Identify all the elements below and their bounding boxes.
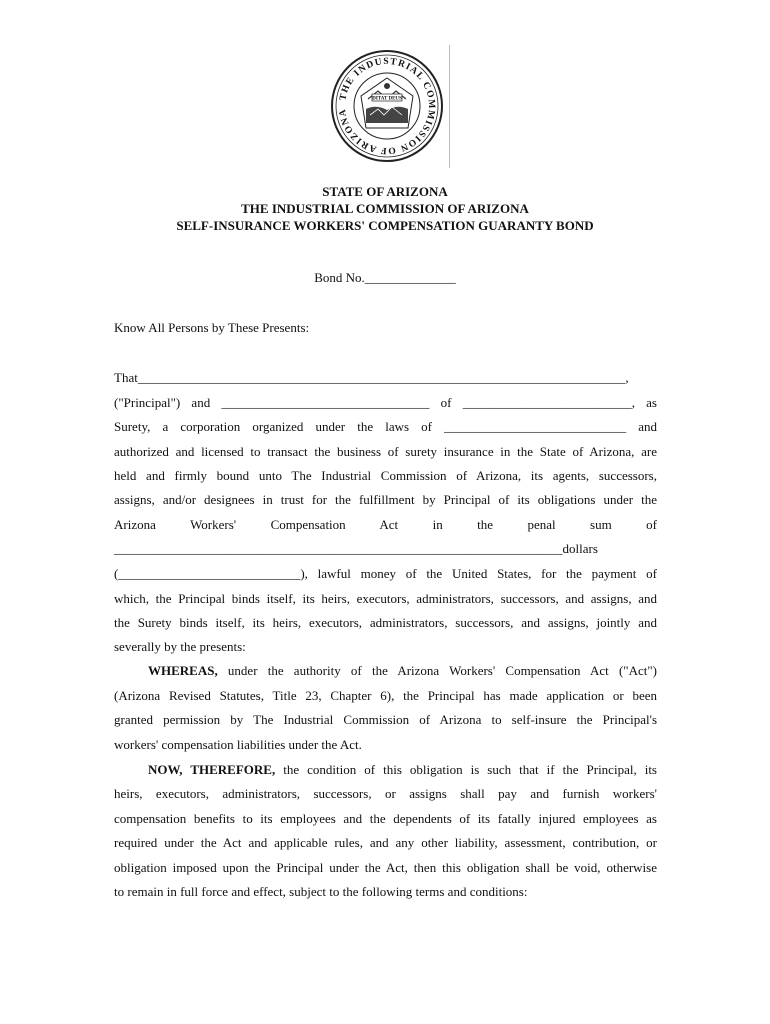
p1-line-12: severally by the presents: bbox=[114, 639, 246, 654]
p1-line-8-penal-sum[interactable]: _____________________________________________________________________dollars bbox=[114, 541, 598, 556]
therefore-line-3: compensation benefits to its employees and the dependents of its fatally injured employees as bbox=[114, 811, 657, 826]
therefore-first: the condition of this obligation is such that if the Principal, its bbox=[283, 762, 657, 777]
p1-line-10: which, the Principal binds itself, its heirs, executors, administrators, successors, and assigns, and bbox=[114, 591, 657, 606]
opening-salutation: Know All Persons by These Presents: bbox=[114, 320, 310, 335]
therefore-line-6: to remain in full force and effect, subject to the following terms and conditions: bbox=[114, 884, 528, 899]
document-title-block bbox=[0, 183, 770, 234]
therefore-lead: NOW, THEREFORE, bbox=[148, 762, 276, 777]
p1-line-3[interactable]: Surety, a corporation organized under the laws of ____________________________ and bbox=[114, 419, 657, 434]
whereas-line-2: (Arizona Revised Statutes, Title 23, Chapter 6), the Principal has made application or been bbox=[114, 688, 657, 703]
therefore-line-1 bbox=[114, 762, 657, 778]
p1-line-7: Arizona Workers' Compensation Act in the penal sum of bbox=[114, 517, 657, 532]
p1-line-11: the Surety binds itself, its heirs, executors, administrators, successors, and assigns, jointly and bbox=[114, 615, 657, 630]
whereas-line-3: granted permission by The Industrial Commission of Arizona to self-insure the Principal's bbox=[114, 712, 657, 727]
p1-line-4: authorized and licensed to transact the business of surety insurance in the State of Arizona, are bbox=[114, 444, 657, 459]
p1-line-1[interactable]: That___________________________________________________________________________, bbox=[114, 370, 629, 385]
p1-line-6: assigns, and/or designees in trust for the fulfillment by Principal of its obligations under the bbox=[114, 492, 657, 507]
bond-number-field[interactable]: Bond No.______________ bbox=[314, 270, 456, 285]
whereas-line-1 bbox=[114, 663, 657, 679]
whereas-line-4: workers' compensation liabilities under the Act. bbox=[114, 737, 362, 752]
therefore-line-5: obligation imposed upon the Principal under the Act, then this obligation shall be void, otherwise bbox=[114, 860, 657, 875]
svg-text:THE INDUSTRIAL COMMISSION OF A bbox=[338, 57, 436, 155]
therefore-line-2: heirs, executors, administrators, successors, or assigns shall pay and furnish workers' bbox=[114, 786, 657, 801]
whereas-lead: WHEREAS, bbox=[148, 663, 218, 678]
industrial-commission-seal bbox=[330, 49, 444, 163]
title-commission: THE INDUSTRIAL COMMISSION OF ARIZONA bbox=[241, 201, 529, 216]
therefore-line-4: required under the Act and applicable rules, and any other liability, assessment, contribution, or bbox=[114, 835, 657, 850]
whereas-first: under the authority of the Arizona Workers' Compensation Act ("Act") bbox=[227, 663, 657, 678]
p1-line-5: held and firmly bound unto The Industrial Commission of Arizona, its agents, successors, bbox=[114, 468, 657, 483]
title-bond-type: SELF-INSURANCE WORKERS' COMPENSATION GUARANTY BOND bbox=[176, 218, 594, 233]
p1-line-9[interactable]: (____________________________), lawful money of the United States, for the payment of bbox=[114, 566, 657, 581]
seal-banner-text: DITAT DEUS bbox=[372, 96, 402, 102]
p1-line-2[interactable]: ("Principal") and ________________________________ of __________________________, as bbox=[114, 395, 657, 410]
margin-rule bbox=[449, 45, 450, 168]
title-state: STATE OF ARIZONA bbox=[322, 184, 448, 199]
seal-ring-text: THE INDUSTRIAL COMMISSION OF ARIZONA bbox=[338, 56, 437, 156]
